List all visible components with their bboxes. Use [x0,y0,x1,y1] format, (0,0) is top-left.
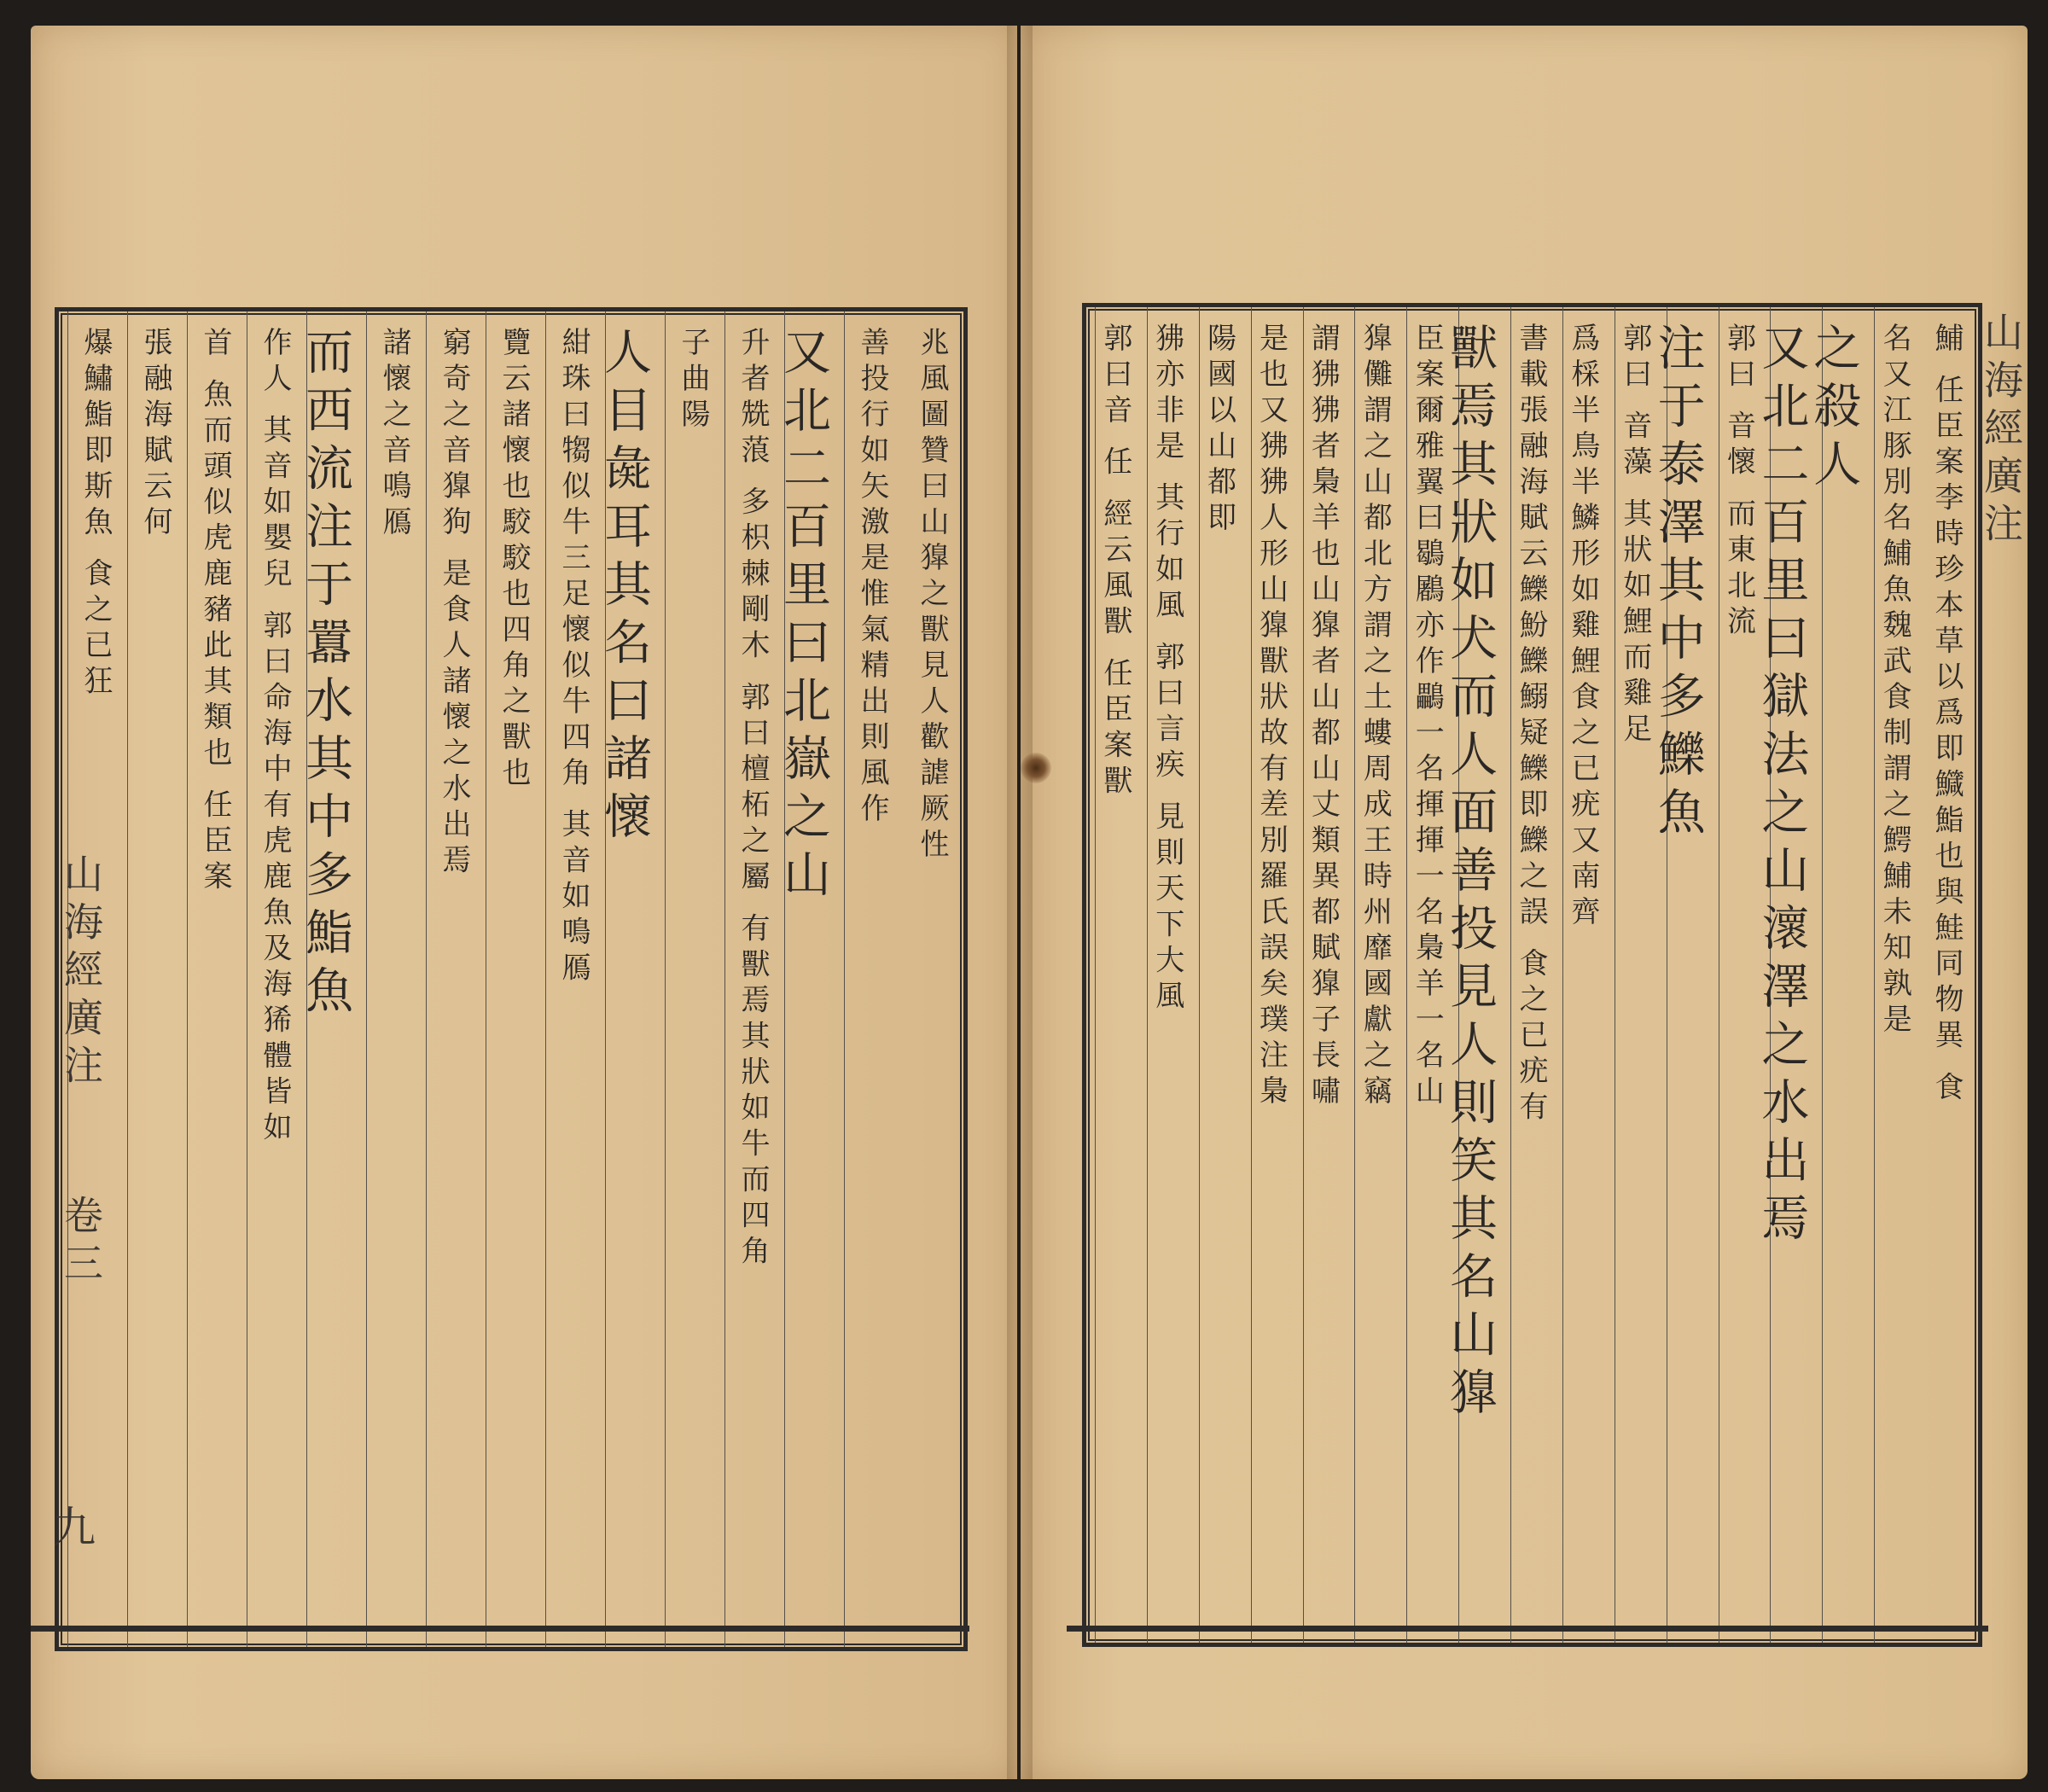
left_page-column: 作人 其音如嬰兒 郭曰命海中有虎鹿魚及海狶體皆如 [247,311,306,1647]
right_page-column: 名又江豚別名鯆魚魏武食制謂之鰐鯆未知孰是 [1874,307,1926,1643]
right_page-column: 注于泰澤其中多鱳魚 [1667,307,1719,1643]
left-juan-label: 卷三 [58,1195,104,1290]
left_page-column: 爆鱐鮨即斯魚 食之已狂 [67,311,127,1647]
right_page-column: 陽國以山都即 [1199,307,1251,1643]
right_page-column: 臣案爾雅翼曰鶡鷵亦作鸓一名揮揮一名梟羊一名山 [1406,307,1458,1643]
left_page-column: 覽云諸懷也駮駮也四角之獸也 [486,311,545,1647]
left-bottom-rule [31,1626,969,1632]
left_page-column: 窮奇之音獋狗 是食人諸懷之水出焉 [426,311,486,1647]
left_page-column: 首 魚而頭似虎鹿豬此其類也 任臣案 [187,311,247,1647]
worm-hole [1021,753,1051,783]
left_page-column: 張融海賦云何 [127,311,187,1647]
right_page-column: 獋儺謂之山都北方謂之土螻周成王時州靡國獻之竊 [1354,307,1406,1643]
right_page-column: 獸焉其狀如犬而人面善投見人則笑其名山獋 [1458,307,1510,1643]
right_page-column: 之殺人 [1822,307,1874,1643]
left_page-column: 而西流注于囂水其中多鮨魚 [306,311,366,1647]
right_page-column: 爲棌半鳥半鱗形如雞鯉食之已疣又南齊 [1562,307,1615,1643]
left_page-column: 紺珠曰犓似牛三足懷似牛四角 其音如鳴鴈 [545,311,605,1647]
left_page-column: 善投行如矢激是惟氣精出則風作 [844,311,904,1647]
right_page-column: 書載張融海賦云鱳魵鱳鰯疑鱳即鱳之誤 食之已疣有 [1510,307,1562,1643]
left-column-list [59,311,963,1647]
left-text-frame [55,307,968,1651]
right_page-column: 郭曰 音懷 而東北流 [1719,307,1771,1643]
right_page-column: 郭曰音 任 經云風獸 任臣案獸 [1095,307,1147,1643]
right_page-column: 謂狒狒者梟羊也山獋者山都山丈類異都賦獋子長嘯 [1303,307,1355,1643]
left_page-column: 又北二百里曰北嶽之山 [784,311,844,1647]
right_page-column: 狒亦非是 其行如風 郭曰言疾 見則天下大風 [1147,307,1199,1643]
right-text-frame [1082,303,1982,1647]
left-margin-title: 山海經廣注 [58,853,104,1092]
right_page-column: 郭曰 音藻 其狀如鯉而雞足 [1615,307,1667,1643]
right-margin-title: 山海經廣注 [1978,311,2024,550]
left_page-column: 諸懷之音鳴鴈 [366,311,426,1647]
book-gutter [1007,26,1033,1779]
right_page-column: 又北二百里曰獄法之山瀤澤之水出焉 [1770,307,1822,1643]
left_page-column: 子曲陽 [665,311,724,1647]
right_page-column: 鯆 任臣案李時珍本草以爲即鱵鮨也與鮭同物異 食 [1929,323,1964,1108]
left-leaf-number: 九 [53,1503,96,1552]
right-column-list [1086,307,1978,1643]
left_page-column: 人目彘耳其名曰諸懷 [605,311,665,1647]
right_page-column: 是也又狒狒人形山獋獸狀故有差別羅氏誤矣璞注梟 [1251,307,1303,1643]
left_page-column: 兆風圖贊曰山獋之獸見人歡謔厥性 [915,327,949,864]
right-bottom-rule [1067,1626,1988,1632]
left_page-column: 升者兟蒗 多枳棘剛木 郭曰檀柘之屬 有獸焉其狀如牛而四角 [724,311,784,1647]
